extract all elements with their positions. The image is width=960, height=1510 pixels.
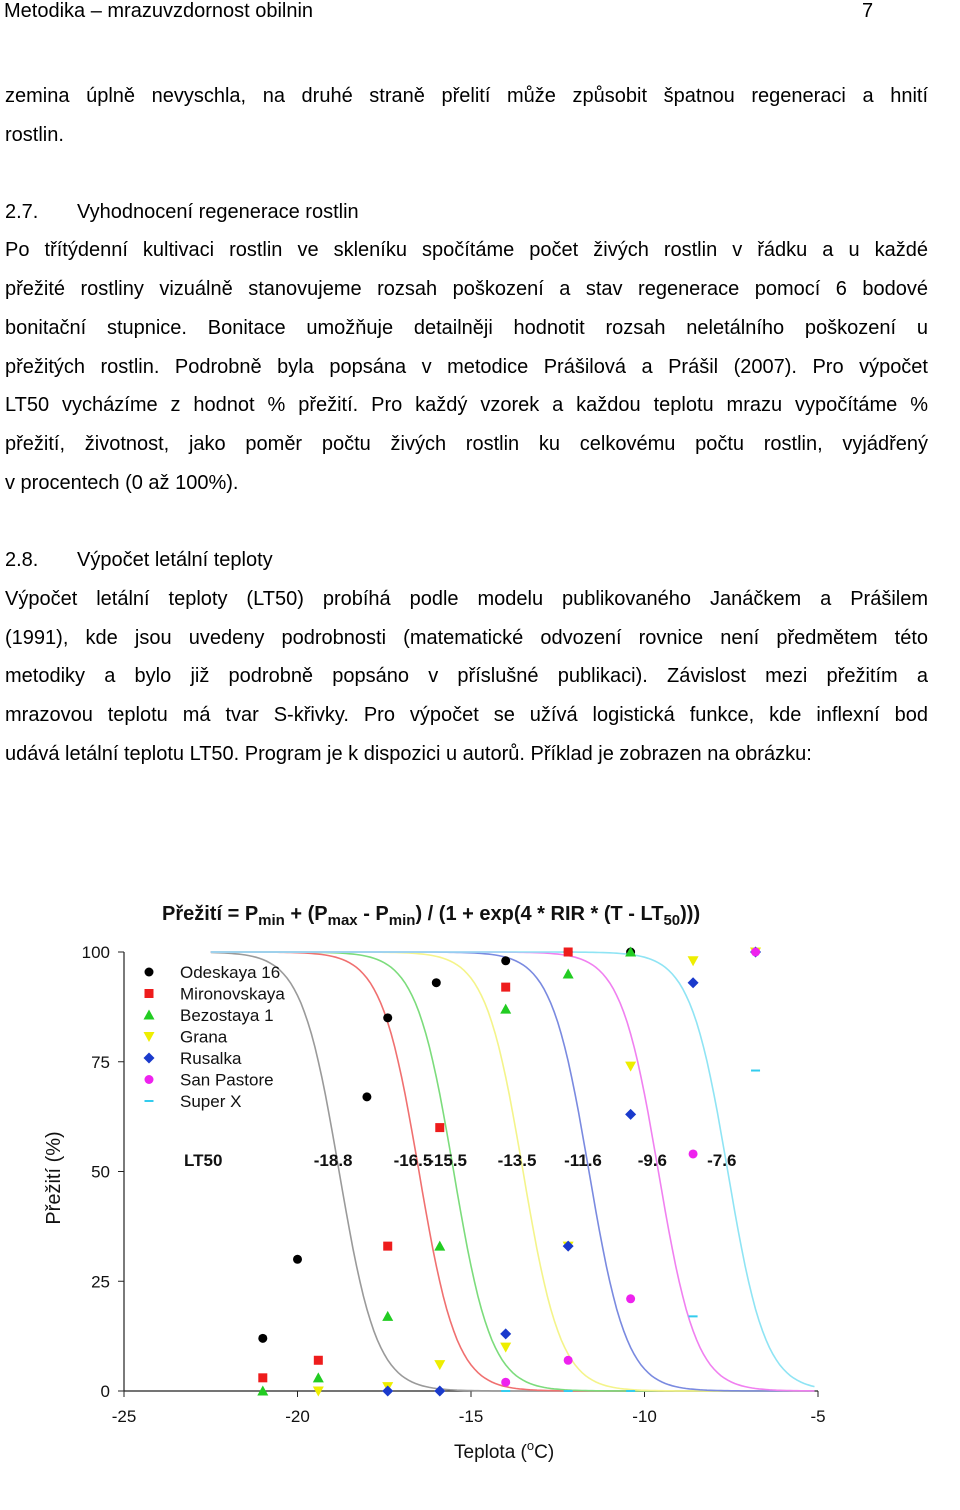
data-point-series-4 bbox=[434, 1360, 445, 1370]
x-tick-label: -15 bbox=[458, 1407, 484, 1426]
section-title: Výpočet letální teploty bbox=[77, 549, 273, 571]
paragraph-line: metodiky a bylo již podrobně popsáno v příslušné publikaci). Závislost mezi přežitím a bbox=[5, 665, 928, 687]
section-heading-2-8 bbox=[5, 547, 928, 573]
curve-series-1 bbox=[211, 953, 815, 1392]
page-number: 7 bbox=[862, 0, 874, 22]
lt50-value-series-2: -16.5 bbox=[393, 1151, 433, 1170]
data-point-series-1 bbox=[258, 1334, 267, 1343]
x-tick-label: -20 bbox=[285, 1407, 310, 1426]
lt50-value-series-3: -15.5 bbox=[428, 1151, 468, 1170]
paragraph-line: přežitých rostlin. Podrobně byla popsána v metodice Prášilová a Prášil (2007). Pro výpočet bbox=[5, 356, 928, 378]
legend-label-series-2: Mironovskaya bbox=[180, 984, 285, 1004]
y-tick-label: 50 bbox=[91, 1162, 110, 1182]
data-point-series-6 bbox=[501, 1378, 510, 1387]
data-point-series-3 bbox=[434, 1241, 445, 1251]
x-tick-label: -25 bbox=[111, 1407, 137, 1426]
data-point-series-5 bbox=[382, 1386, 393, 1397]
chart-legend bbox=[144, 963, 286, 1111]
chart-curves bbox=[211, 952, 815, 1391]
curve-series-5 bbox=[211, 952, 815, 1391]
data-point-series-6 bbox=[564, 1356, 573, 1365]
lt50-chart bbox=[26, 860, 926, 1490]
legend-marker-series-1 bbox=[145, 968, 154, 977]
chart-points bbox=[257, 947, 761, 1397]
paragraph-line: mrazovou teplotu má tvar S-křivky. Pro výpočet se užívá logistická funkce, kde inflexní bod bbox=[5, 704, 928, 726]
data-point-series-1 bbox=[501, 956, 510, 965]
legend-label-series-6: San Pastore bbox=[180, 1070, 274, 1090]
data-point-series-3 bbox=[500, 1004, 511, 1014]
paragraph-line: zemina úplně nevyschla, na druhé straně přelití může způsobit špatnou regeneraci a hnití bbox=[5, 85, 928, 107]
data-point-series-4 bbox=[688, 956, 699, 966]
data-point-series-6 bbox=[626, 1294, 635, 1303]
data-point-series-1 bbox=[432, 978, 441, 987]
y-tick-label: 100 bbox=[81, 943, 110, 962]
data-point-series-1 bbox=[383, 1013, 392, 1022]
data-point-series-5 bbox=[688, 977, 699, 988]
curve-series-2 bbox=[211, 952, 815, 1391]
data-point-series-5 bbox=[434, 1386, 445, 1397]
page-header bbox=[0, 0, 960, 26]
paragraph-line: udává letální teplotu LT50. Program je k dispozici u autorů. Příklad je zobrazen na obrázku: bbox=[5, 743, 812, 765]
lt50-heading: LT50 bbox=[184, 1151, 223, 1170]
data-point-series-1 bbox=[362, 1092, 371, 1101]
legend-marker-series-3 bbox=[144, 1010, 155, 1020]
data-point-series-2 bbox=[564, 948, 573, 957]
data-point-series-2 bbox=[435, 1123, 444, 1132]
y-tick-label: 0 bbox=[100, 1382, 110, 1401]
data-point-series-2 bbox=[314, 1356, 323, 1365]
paragraph-line: (1991), kde jsou uvedeny podrobnosti (matematické odvození rovnice není předmětem této bbox=[5, 627, 928, 649]
section-number: 2.7. bbox=[5, 201, 39, 223]
section-number: 2.8. bbox=[5, 549, 39, 571]
lt50-value-series-7: -7.6 bbox=[707, 1151, 737, 1170]
data-point-series-1 bbox=[293, 1255, 302, 1264]
legend-label-series-3: Bezostaya 1 bbox=[180, 1006, 274, 1025]
lt50-value-series-4: -13.5 bbox=[497, 1151, 537, 1170]
section-heading-2-7 bbox=[5, 199, 928, 225]
lt50-labels bbox=[184, 1151, 736, 1170]
data-point-series-3 bbox=[382, 1311, 393, 1321]
y-tick-label: 75 bbox=[91, 1052, 110, 1072]
data-point-series-2 bbox=[501, 983, 510, 992]
lt50-figure bbox=[26, 860, 926, 1490]
legend-marker-series-4 bbox=[144, 1032, 155, 1042]
paragraph-line: LT50 vycházíme z hodnot % přežití. Pro každý vzorek a každou teplotu mrazu vypočítáme % bbox=[5, 394, 928, 416]
legend-label-series-5: Rusalka bbox=[180, 1049, 242, 1068]
data-point-series-6 bbox=[751, 948, 760, 957]
data-point-series-6 bbox=[689, 1149, 698, 1158]
lt50-value-series-5: -11.6 bbox=[564, 1151, 602, 1170]
paragraph-line: přežité rostliny vizuálně stanovujeme rozsah poškození a stav regenerace pomocí 6 bodové bbox=[5, 278, 928, 300]
data-point-series-4 bbox=[500, 1343, 511, 1353]
data-point-series-5 bbox=[500, 1328, 511, 1339]
y-axis-label: Přežití (%) bbox=[43, 1131, 65, 1225]
legend-label-series-7: Super X bbox=[180, 1092, 242, 1111]
legend-label-series-4: Grana bbox=[180, 1027, 228, 1047]
data-point-series-3 bbox=[563, 968, 574, 978]
y-tick-label: 25 bbox=[91, 1272, 110, 1292]
header-title: Metodika – mrazuvzdornost obilnin bbox=[4, 0, 314, 22]
data-point-series-2 bbox=[383, 1242, 392, 1251]
x-tick-label: -5 bbox=[810, 1407, 826, 1426]
data-point-series-4 bbox=[625, 1062, 636, 1072]
lt50-value-series-6: -9.6 bbox=[637, 1151, 668, 1170]
curve-series-3 bbox=[211, 952, 815, 1391]
paragraph-line: Po třítýdenní kultivaci rostlin ve skleníku spočítáme počet živých rostlin v řádku a u každé bbox=[5, 239, 928, 261]
legend-marker-series-2 bbox=[145, 989, 154, 998]
x-tick-label: -10 bbox=[632, 1407, 657, 1426]
legend-marker-series-5 bbox=[144, 1053, 155, 1064]
chart-formula: Přežití = $P_{min} + (P_{max} - P_{min}) / (1 + \exp(4$ * RIR * $(T - LT_{50})$)) bbox=[162, 903, 701, 929]
legend-marker-series-6 bbox=[145, 1075, 154, 1084]
legend-label-series-1: Odeskaya 16 bbox=[180, 963, 281, 982]
curve-series-6 bbox=[211, 952, 815, 1391]
data-point-series-2 bbox=[258, 1373, 267, 1382]
data-point-series-3 bbox=[313, 1372, 324, 1382]
paragraph-line: rostlin. bbox=[5, 124, 64, 146]
curve-series-4 bbox=[211, 952, 815, 1391]
paragraph-line: bonitační stupnice. Bonitace umožňuje detailněji hodnotit rozsah neletálního poškození u bbox=[5, 317, 928, 339]
data-point-series-5 bbox=[625, 1109, 636, 1120]
x-axis-label: Teplota ($^o$C) bbox=[454, 1438, 555, 1463]
section-title: Vyhodnocení regenerace rostlin bbox=[77, 201, 359, 223]
paragraph-line: Výpočet letální teploty (LT50) probíhá podle modelu publikovaného Janáčkem a Prášilem bbox=[5, 588, 928, 610]
paragraph-line: v procentech (0 až 100%). bbox=[5, 472, 239, 494]
paragraph-line: přežití, životnost, jako poměr počtu živých rostlin ku celkovému počtu rostlin, vyjádřený bbox=[5, 433, 928, 455]
lt50-value-series-1: -18.8 bbox=[313, 1151, 353, 1170]
